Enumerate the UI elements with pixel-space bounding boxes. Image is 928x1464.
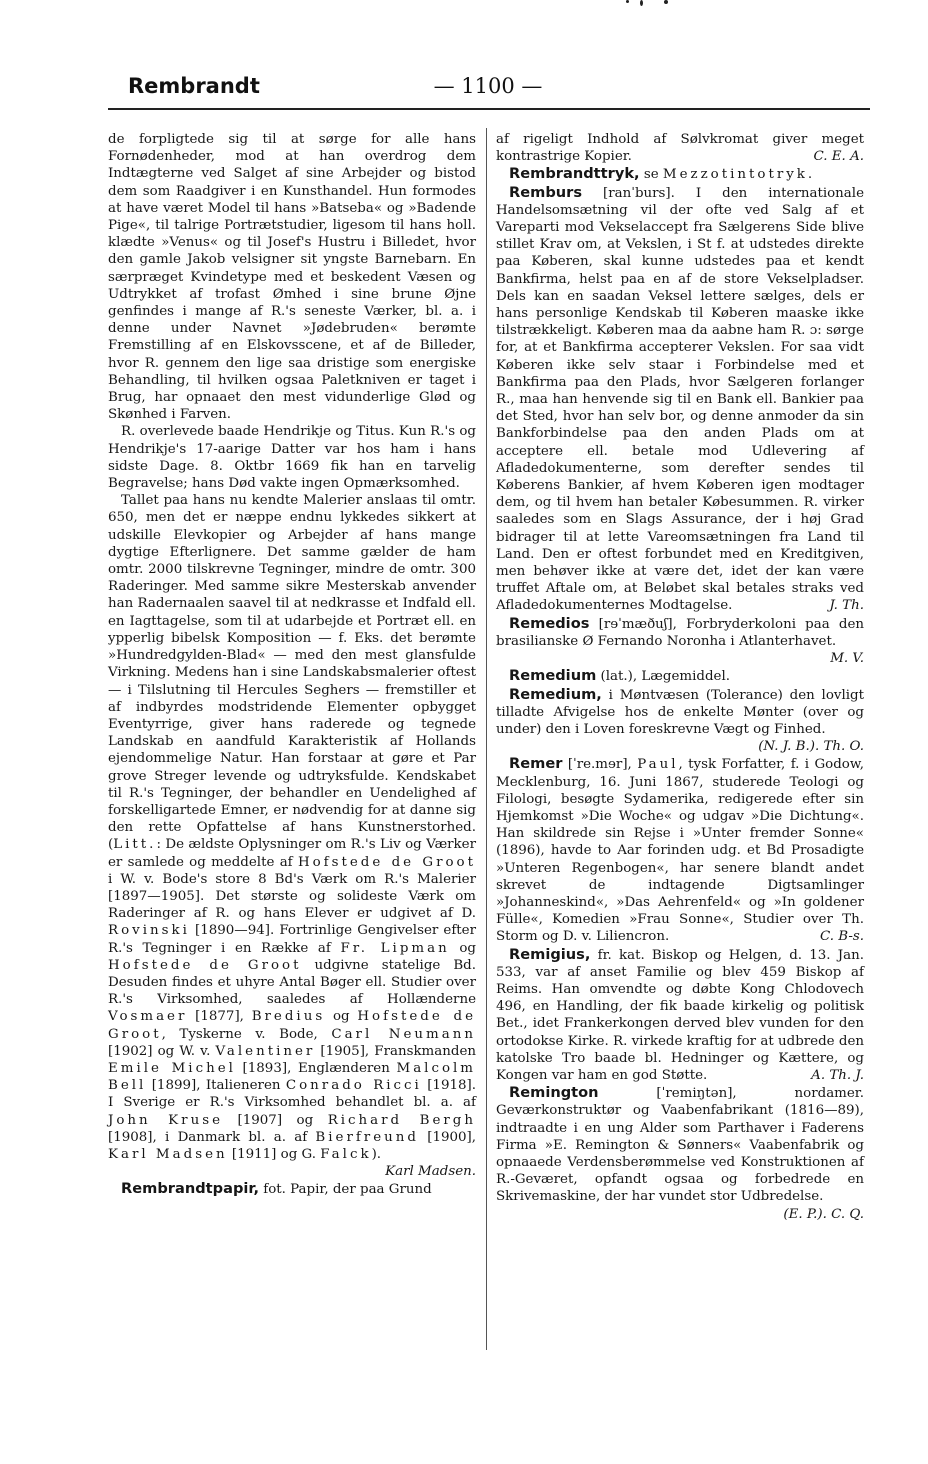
headword: Remburs [509, 183, 583, 201]
entry-rembrandttryk: Rembrandttryk, se Mezzotintotryk. [509, 165, 816, 183]
headword: Remigius, [509, 945, 591, 963]
signature: C. B-s. [819, 929, 864, 945]
signature: M. V. [830, 651, 864, 667]
entry-remedios: Remedios [rɘˈmæðuʃ], Forbryderkoloni paa den brasilianske Ø Fernando Noronha i Atlanterhavet. M. V. [496, 614, 864, 667]
signature: Karl Madsen. [385, 1164, 476, 1180]
entry-remigius: Remigius, fr. kat. Biskop og Helgen, d. 13. Jan. 533, var af anset Familie og blev 459 Biskop af Reims. Han omvendte og døbte Kong Chlodovech 496, en Handling, der fik baade kirkelig og politisk Bet., idet Frankerkongen derved blev vunden for den ortodokse Kirke. R. virkede kraftig for at udbrede den katolske Tro baade bl. Hedninger og Kættere, og Kongen var ham en god Støtte. A. Th. J. [496, 945, 864, 1083]
running-head: Rembrandt [128, 74, 260, 98]
entry-rembrandtpapir: Rembrandtpapir, fot. Papir, der paa Grund [121, 1180, 432, 1198]
litt-label: Litt. [113, 837, 157, 853]
left-column [108, 131, 476, 1199]
paragraph-works: Tallet paa hans nu kendte Malerier anslaas til omtr. 650, men det er næppe endnu lykkedes sikkert at udskille Elevkopier og Arbejder af hans mange dygtige Efterlignere. Det samme gælder de ham omtr. 2000 tilskrevne Tegninger, mindre de omtr. 300 Raderinger. Med samme sikre Mesterskab anvender han Radernaalen saavel til at nedkrasse et Indfald ell. en Iagttagelse, som til at udarbejde et Portræt ell. en ypperlig bibelsk Komposition — f. Eks. det berømte »Hundredgylden-Blad« — med den mest glansfulde Virkning. Medens han i sine Landskabsmalerier oftest — i Tilslutning til Hercules Seghers — fremstiller et af indbyrdes modstridende Elementer opbygget Eventyrrige, giver hans raderede og tegnede Landskab en aandfuld Karakteristik af Hollands ejendommelige Natur. Han forstaar at gøre et Par grove Streger levende og udtryksfulde. Kendskabet til R.'s Tegninger, der behandler en Uendelighed af forskelligartede Emner, er nødvendig for at danne sig den rette Opfattelse af hans Kunstnerstorhed. (Litt.: De ældste Oplysninger om R.'s Liv og Værker er samlede og meddelte af Hofstede de Groot i W. v. Bode's store 8 Bd's Værk om R.'s Malerier [1897—1905]. Det største og solideste Værk om Raderinger af R. og hans Elever er udgivet af D. Rovinski [1890—94]. Fortrinlige Gengivelser efter R.'s Tegninger i en Række af Fr. Lipman og Hofstede de Groot udgivne statelige Bd. Desuden findes et uhyre Antal Bøger ell. Studier over R.'s Virksomhed, saaledes af Hollænderne Vosmaer [1877], Bredius og Hofstede de Groot, Tyskerne v. Bode, Carl Neumann [1902] og W. v. Valentiner [1905], Franskmanden Emile Michel [1893], Englænderen Malcolm Bell [1899], Italieneren Conrado Ricci [1918]. I Sverige er R.'s Virksomhed behandlet bl. a. af John Kruse [1907] og Richard Bergh [1908], i Danmark bl. a. af Bierfreund [1900], Karl Madsen [1911] og G. Falck). Karl Madsen. [108, 493, 477, 1180]
print-specks [620, 0, 680, 8]
signature: A. Th. J. [811, 1067, 864, 1083]
headword: Remedium [509, 667, 597, 685]
header-rule [108, 108, 870, 110]
page-number: — 1100 — [433, 74, 543, 98]
page-header [128, 72, 838, 108]
headword: Remington [509, 1084, 599, 1102]
entry-remington: Remington [ˈremiŋtən], nordamer. Geværkonstruktør og Vaabenfabrikant (1816—89), indtraadte i en ung Alder som Parthaver i Faderens Firma »E. Remington & Sønners« Vaabenfabrik og opnaaede Verdensberømmelse ved Konstruktionen af R.-Geværet, opfandt ogsaa og forbedrede en Skrivemaskine, der har vundet stor Udbredelse. (E. P.). C. Q. [496, 1084, 864, 1222]
paragraph-hendrikje: de forpligtede sig til at sørge for alle hans Fornødenheder, mod at han overdrog dem Indtægterne ved Salget af sine Arbejder og bistod dem som Raadgiver i en Kunsthandel. Hun formodes at have været Model til hans »Batseba« og »Badende Pige«, til talrige Portrætstudier, ligesom til hans holl. klædte »Venus« og til Josef's Hustru i Billedet, hvor den gamle Jakob velsigner sit yngste Barnebarn. En særpræget Kvindetype med et beskedent Væsen og Udtrykket af trofast Ømhed i sine brune Øjne genfindes i mange af R.'s seneste Værker, bl. a. i denne under Navnet »Jødebruden« berømte Fremstilling af en Elskovsscene, et af de Billeder, hvor R. gennem den lige saa dristige som energiske Behandling, til hvilken ogsaa Paletkniven er taget i Brug, har opnaaet den mest vidunderlige Glød og Skønhed i Farven. [108, 132, 476, 423]
entry-remburs: Remburs [ranˈburs]. I den internationale Handelsomsætning vil der ofte ved Salg af et Vareparti mod Vekselaccept fra Sælgerens Side blive stillet Krav om, at Vekslen, i St f. at udstedes direkte paa Køberen, skal kunne udstedes paa et kendt Bankfirma, helst paa en af de store Vekselpladser. Dels kan en saadan Veksel lettere sælges, dels er hans personlige Kendskab til Køberen maaske ikke tilstrækkeligt. Køberen maa da aabne ham R. ɔ: sørge for, at et Bankfirma accepterer Vekslen. For saa vidt Køberen ikke selv staar i Forbindelse med et Bankfirma paa den Plads, hvor Sælgeren forlanger R., maa han henvende sig til en Bank ell. Bankier paa det Sted, hvor han selv bor, og denne anmoder da sin Bankforbindelse paa den anden Plads om at acceptere ell. betale mod Udlevering af Afladedokumenterne, som derefter sendes til Køberens Bankier, af hvem Køberen igen modtager dem, og til hvem han betaler Købesummen. R. virker saaledes som en Slags Assurance, der i høj Grad bidrager til at lette Vareomsætningen fra Land til Land. Den er oftest forbundet med en Kreditgiven, men behøver ikke at være det, idet der kan være truffet Aftale om, at Beløbet skal betales straks ved Afladedokumenternes Modtagelse. J. Th. [496, 183, 864, 614]
cross-reference: Mezzotintotryk. [662, 167, 816, 183]
entry-remedium-1: Remedium (lat.), Lægemiddel. [509, 667, 730, 685]
headword: Rembrandttryk, [509, 165, 640, 183]
signature: J. Th. [829, 598, 864, 614]
entry-remedium-2: Remedium, i Møntvæsen (Tolerance) den lovligt tilladte Afvigelse hos de enkelte Mønter (over og under) den i Loven foreskrevne Vægt og Finhed. (N. J. B.). Th. O. [496, 685, 864, 755]
entry-continuation: af rigeligt Indhold af Sølvkromat giver meget kontrastrige Kopier. C. E. A. [496, 132, 864, 165]
paragraph-death: R. overlevede baade Hendrikje og Titus. Kun R.'s og Hendrikje's 17-aarige Datter var hos ham i hans sidste Dage. 8. Oktbr 1669 fik han en tarvelig Begravelse; hans Død vakte ingen Opmærksomhed. [108, 424, 476, 492]
signature: (N. J. B.). Th. O. [758, 739, 864, 755]
signature: (E. P.). C. Q. [783, 1206, 864, 1222]
column-divider [486, 128, 487, 1350]
headword: Rembrandtpapir, [121, 1180, 259, 1198]
right-column [496, 131, 864, 1223]
headword: Remedium, [509, 685, 602, 703]
signature: C. E. A. [813, 149, 864, 165]
entry-remer: Remer [ˈre.mɘr], Paul, tysk Forfatter, f. i Godow, Mecklenburg, 16. Juni 1867, studerede Teologi og Filologi, besøgte Sydamerika, redigerede efter sin Hjemkomst »Die Woche« og udgav »Die Dichtung«. Han skildrede sin Rejse i »Unter fremder Sonne« (1896), havde to Aar forinden udg. et Bd Prosadigte »Unteren Regenbogen«, har senere blandt andet skrevet de indtagende Digtsamlinger »Johanneskind«, »Das Aehrenfeld« og »In goldener Fülle«, Komedien »Frau Sonne«, Studier over Th. Storm og D. v. Liliencron. C. B-s. [496, 755, 864, 945]
headword: Remedios [509, 614, 590, 632]
headword: Remer [509, 755, 563, 773]
